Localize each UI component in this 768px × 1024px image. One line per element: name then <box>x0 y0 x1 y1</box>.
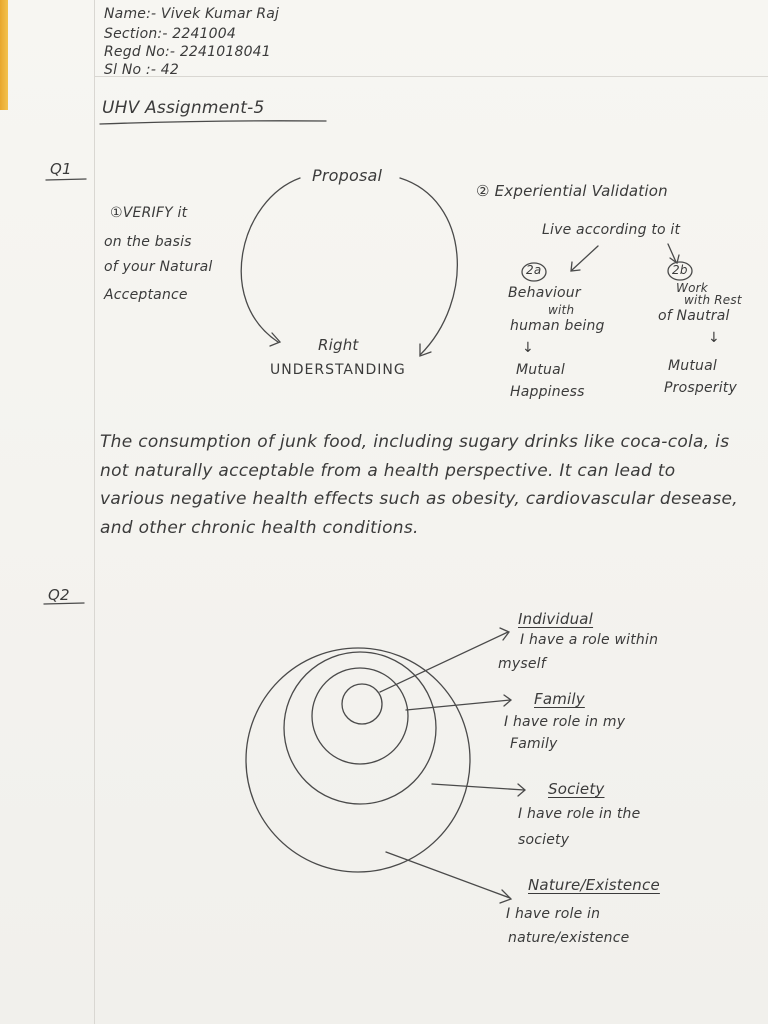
pointer-nature <box>386 852 510 898</box>
q1-mutual-happiness-line1: Mutual <box>516 362 565 378</box>
student-section: Section:- 2241004 <box>104 26 236 42</box>
q2-society-text2: society <box>518 832 570 848</box>
q1-live-arrowhead-left <box>571 262 580 271</box>
pointer-family <box>406 700 510 710</box>
q2-society-title: Society <box>548 780 605 798</box>
q2-nature-title: Nature/Existence <box>528 876 660 894</box>
q1-arrow-down-b: ↓ <box>708 330 720 346</box>
q1-behaviour-line3: human being <box>510 318 605 334</box>
q1-right-arc <box>400 178 457 355</box>
header-rule <box>94 76 768 77</box>
q1-tag-2a: 2a <box>526 263 542 277</box>
q1-paragraph: The consumption of junk food, including sugary drinks like coca-cola, is not naturally acceptable from a health perspective. It can lead to various negative health effects such as obesity, cardiovascular desease, and other chronic health conditions. <box>100 432 738 538</box>
q1-label-underline <box>46 179 86 180</box>
page-edge <box>0 0 8 110</box>
q2-family-text1: I have role in my <box>504 714 626 730</box>
pointer-individual <box>380 632 508 692</box>
q1-proposal: Proposal <box>312 166 383 185</box>
q2-individual-text2: myself <box>498 656 546 672</box>
q1-work-line3: of Nautral <box>658 308 730 324</box>
pointer-individual-head <box>500 628 509 640</box>
q1-behaviour-line1: Behaviour <box>508 285 581 301</box>
circle-individual <box>342 684 382 724</box>
q1-mutual-prosperity-line2: Prosperity <box>664 380 737 396</box>
q1-label: Q1 <box>50 160 72 178</box>
q1-arrow-down-a: ↓ <box>522 340 534 356</box>
q1-live-arrow-right <box>668 244 676 262</box>
q1-live-arrow-left <box>572 246 598 270</box>
q1-tag-2b: 2b <box>672 263 688 277</box>
margin-line <box>94 0 95 1024</box>
title-underline <box>100 121 326 124</box>
q2-family-title: Family <box>534 690 585 708</box>
q1-experiential-validation: ② Experiential Validation <box>476 182 668 200</box>
pointer-society-head <box>518 784 525 796</box>
circle-nature <box>246 648 470 872</box>
q2-nature-text2: nature/existence <box>508 930 630 946</box>
assignment-title: UHV Assignment-5 <box>102 98 265 118</box>
q1-right: Right <box>318 336 359 354</box>
pointer-society <box>432 784 524 790</box>
q2-label: Q2 <box>48 586 70 604</box>
q1-verify-line4: Acceptance <box>104 287 188 303</box>
student-sl-no: Sl No :- 42 <box>104 62 179 78</box>
q1-left-arrowhead <box>270 333 280 346</box>
q1-mutual-happiness-line2: Happiness <box>510 384 585 400</box>
q2-individual-title: Individual <box>518 610 594 628</box>
q1-verify-line3: of your Natural <box>104 259 213 275</box>
circle-family <box>312 668 408 764</box>
q1-behaviour-line2: with <box>548 303 575 317</box>
circle-society <box>284 652 436 804</box>
q1-verify-line1: ①VERIFY it <box>110 205 188 221</box>
q2-family-text2: Family <box>510 736 558 752</box>
q1-work-line2: with Rest <box>684 293 742 307</box>
q1-right-arrowhead <box>420 344 431 356</box>
q1-live-arrowhead-right <box>670 255 679 263</box>
student-regd-no: Regd No:- 2241018041 <box>104 44 271 60</box>
pointer-family-head <box>504 695 511 706</box>
q2-nature-text1: I have role in <box>506 906 601 922</box>
q2-individual-text1: I have a role within <box>520 632 659 648</box>
pointer-nature-head <box>500 890 511 903</box>
student-name: Name:- Vivek Kumar Raj <box>104 6 280 22</box>
q1-live-according: Live according to it <box>542 222 681 238</box>
q1-left-arc <box>241 178 300 342</box>
q1-mutual-prosperity-line1: Mutual <box>668 358 717 374</box>
q2-society-text1: I have role in the <box>518 806 641 822</box>
q1-understanding: UNDERSTANDING <box>270 362 406 378</box>
q1-verify-line2: on the basis <box>104 234 192 250</box>
q1-work-line1: Work <box>676 281 708 295</box>
